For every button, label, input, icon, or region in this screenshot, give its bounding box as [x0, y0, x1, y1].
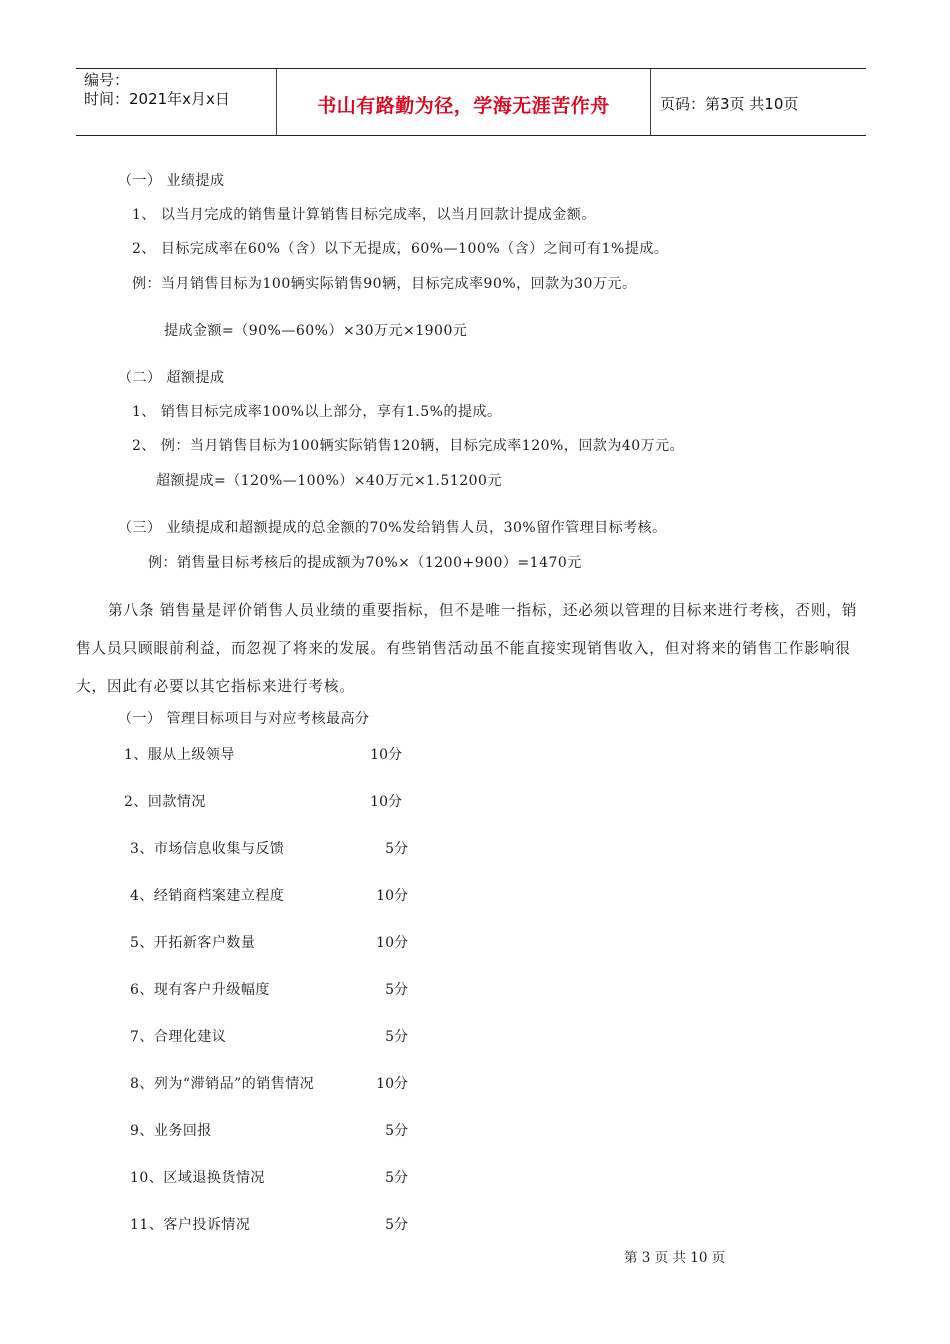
- header-divider: [650, 69, 651, 135]
- list-item-score: 10分: [376, 888, 408, 904]
- list-item-score: 5分: [385, 1123, 408, 1139]
- page-footer: 第 3 页 共 10 页: [624, 1250, 726, 1266]
- list-item-score: 5分: [385, 1217, 408, 1233]
- list-item-name: 5、开拓新客户数量: [130, 935, 256, 951]
- list-item-name: 4、经销商档案建立程度: [130, 888, 285, 904]
- list-item-score: 10分: [370, 794, 402, 810]
- section-two-item-2: 2、 例：当月销售目标为100辆实际销售120辆，目标完成率120%，回款为40万元。: [132, 438, 685, 454]
- page-header: [76, 68, 866, 136]
- section-two-heading: （二） 超额提成: [118, 370, 225, 386]
- list-item-name: 1、服从上级领导: [124, 747, 235, 763]
- header-time-label: 时间：2021年x月x日: [84, 90, 230, 108]
- list-item-name: 2、回款情况: [124, 794, 206, 810]
- list-item-score: 10分: [370, 747, 402, 763]
- list-item-score: 5分: [385, 1029, 408, 1045]
- list-item-name: 3、市场信息收集与反馈: [130, 841, 285, 857]
- list-item-name: 10、区域退换货情况: [130, 1170, 265, 1186]
- list-item-name: 9、业务回报: [130, 1123, 212, 1139]
- section-one-example: 例：当月销售目标为100辆实际销售90辆，目标完成率90%，回款为30万元。: [132, 276, 637, 292]
- section-two-formula: 超额提成=（120%—100%）×40万元×1.51200元: [156, 473, 502, 489]
- list-item-score: 5分: [385, 982, 408, 998]
- section-one-heading: （一） 业绩提成: [118, 173, 225, 189]
- list-item-name: 11、客户投诉情况: [130, 1217, 251, 1233]
- list-item-score: 10分: [376, 935, 408, 951]
- management-heading: （一） 管理目标项目与对应考核最高分: [118, 711, 370, 727]
- list-item-name: 7、合理化建议: [130, 1029, 227, 1045]
- list-item-name: 6、现有客户升级幅度: [130, 982, 270, 998]
- header-meta: [84, 71, 230, 109]
- list-item-score: 5分: [385, 1170, 408, 1186]
- header-page-info: 页码：第3页 共10页: [660, 95, 799, 113]
- article-eight-paragraph: 第八条 销售量是评价销售人员业绩的重要指标，但不是唯一指标，还必须以管理的目标来进行考核，否则，销售人员只顾眼前利益，而忽视了将来的发展。有些销售活动虽不能直接实现销售收入，但对将来的销售工作影响很大，因此有必要以其它指标来进行考核。: [76, 602, 858, 695]
- header-number-label: 编号：: [84, 71, 130, 89]
- section-one-item-2: 2、 目标完成率在60%（含）以下无提成，60%—100%（含）之间可有1%提成。: [132, 241, 669, 257]
- section-three-heading: （三） 业绩提成和超额提成的总金额的70%发给销售人员，30%留作管理目标考核。: [118, 520, 667, 536]
- section-one-formula: 提成金额=（90%—60%）×30万元×1900元: [164, 323, 468, 339]
- list-item-score: 10分: [376, 1076, 408, 1092]
- header-motto: 书山有路勤为径，学海无涯苦作舟: [317, 95, 610, 117]
- section-one-item-1: 1、 以当月完成的销售量计算销售目标完成率，以当月回款计提成金额。: [132, 207, 596, 223]
- list-item-score: 5分: [385, 841, 408, 857]
- list-item-name: 8、列为“滞销品”的销售情况: [130, 1076, 315, 1092]
- section-two-item-1: 1、 销售目标完成率100%以上部分，享有1.5%的提成。: [132, 404, 502, 420]
- section-three-example: 例：销售量目标考核后的提成额为70%×（1200+900）=1470元: [148, 555, 582, 571]
